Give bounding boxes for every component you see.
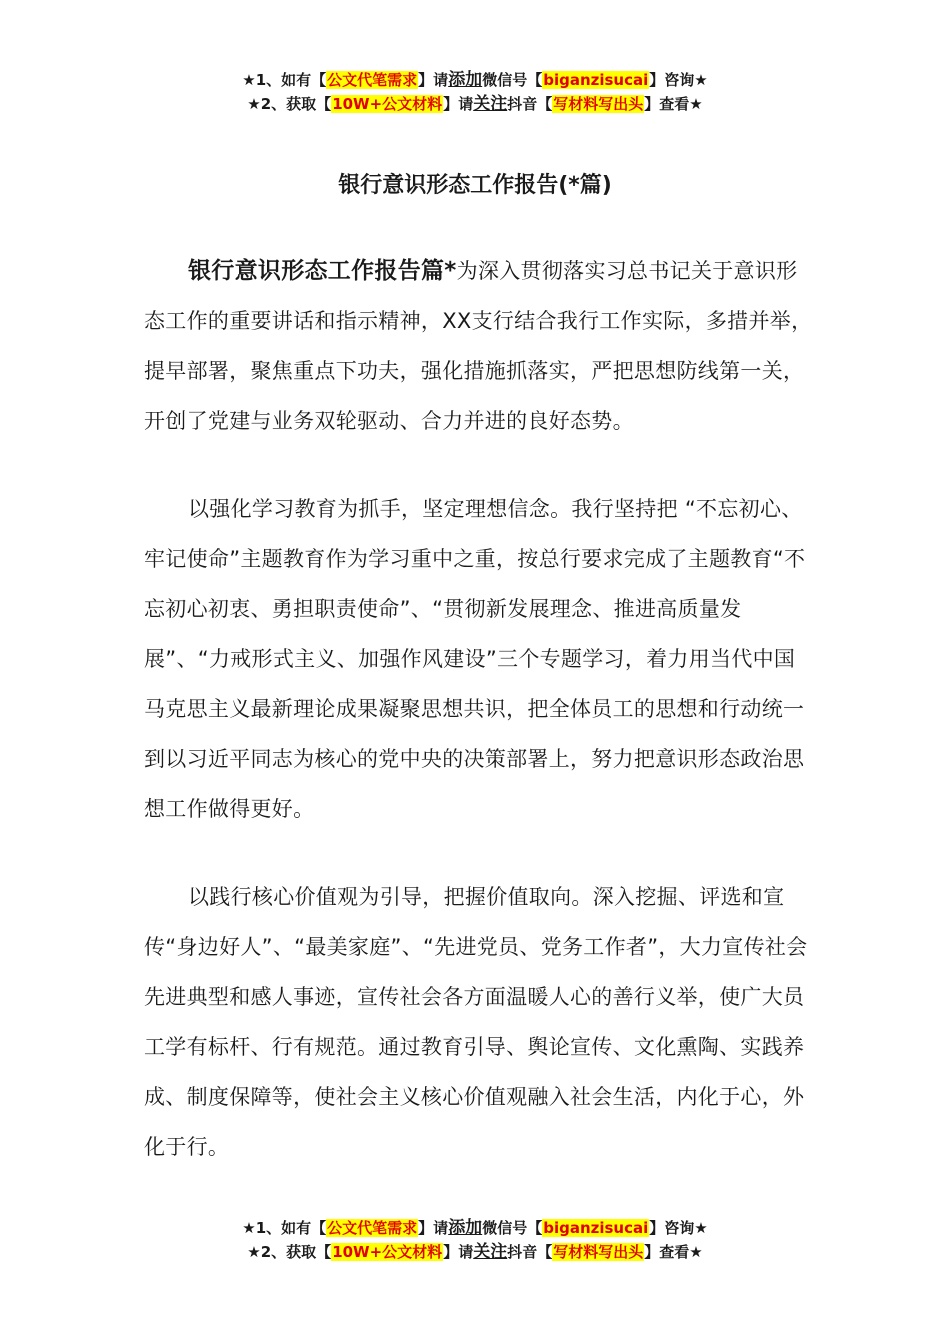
promo-text: ★1、如有【 bbox=[242, 71, 327, 89]
document-body bbox=[144, 246, 814, 1172]
promo-line-2 bbox=[0, 92, 950, 116]
paragraph-2 bbox=[144, 484, 814, 834]
promo-douyin-id: 写材料写出头 bbox=[553, 1243, 644, 1261]
promo-emphasis: 关注 bbox=[473, 94, 508, 114]
promo-wechat-id: biganzisucai bbox=[543, 71, 649, 89]
promo-text: 】查看★ bbox=[644, 1243, 703, 1261]
promo-text: 】请 bbox=[418, 1219, 449, 1237]
promo-highlight: 10W+公文材料 bbox=[332, 1243, 443, 1261]
promo-text: ★2、获取【 bbox=[247, 95, 332, 113]
promo-text: 】查看★ bbox=[644, 95, 703, 113]
paragraph-lead: 银行意识形态工作报告篇* bbox=[188, 258, 457, 284]
promo-text: 】咨询★ bbox=[649, 1219, 708, 1237]
promo-text: 抖音【 bbox=[507, 95, 553, 113]
promo-text: ★1、如有【 bbox=[242, 1219, 327, 1237]
promo-line-1 bbox=[0, 68, 950, 92]
promo-text: 】请 bbox=[443, 95, 474, 113]
promo-emphasis: 添加 bbox=[448, 1218, 483, 1238]
promo-emphasis: 添加 bbox=[448, 70, 483, 90]
promo-highlight: 公文代笔需求 bbox=[327, 71, 418, 89]
promo-text: 】咨询★ bbox=[649, 71, 708, 89]
promo-text: 抖音【 bbox=[507, 1243, 553, 1261]
promo-text: 微信号【 bbox=[482, 1219, 543, 1237]
paragraph-3 bbox=[144, 872, 814, 1172]
promo-text: 】请 bbox=[418, 71, 449, 89]
paragraph-text: 以践行核心价值观为引导，把握价值取向。深入挖掘、评选和宣传“身边好人”、“最美家庭”、“先进党员、党务工作者”，大力宣传社会先进典型和感人事迹，宣传社会各方面温暖人心的善行义举，使广大员工学有标杆、行有规范。通过教育引导、舆论宣传、文化熏陶、实践养成、制度保障等，使社会主义核心价值观融入社会生活，内化于心，外化于行。 bbox=[144, 885, 808, 1159]
document-title: 银行意识形态工作报告(*篇) bbox=[338, 173, 612, 198]
paragraph-text: 以强化学习教育为抓手，坚定理想信念。我行坚持把 “不忘初心、牢记使命”主题教育作为学习重中之重，按总行要求完成了主题教育“不忘初心初衷、勇担职责使命”、“贯彻新发展理念、推进高质量发展”、“力戒形式主义、加强作风建设”三个专题学习，着力用当代中国马克思主义最新理论成果凝聚思想共识，把全体员工的思想和行动统一到以习近平同志为核心的党中央的决策部署上，努力把意识形态政治思想工作做得更好。 bbox=[144, 497, 806, 821]
promo-wechat-id: biganzisucai bbox=[543, 1219, 649, 1237]
promo-line-1 bbox=[0, 1216, 950, 1240]
promo-line-2 bbox=[0, 1240, 950, 1264]
paragraph-text: 为深入贯彻落实习总书记关于意识形态工作的重要讲话和指示精神，XX支行结合我行工作实际，多措并举，提早部署，聚焦重点下功夫，强化措施抓落实，严把思想防线第一关，开创了党建与业务双轮驱动、合力并进的良好态势。 bbox=[144, 259, 813, 433]
bottom-promo-banner bbox=[0, 1216, 950, 1264]
promo-text: 微信号【 bbox=[482, 71, 543, 89]
promo-highlight: 公文代笔需求 bbox=[327, 1219, 418, 1237]
promo-text: 】请 bbox=[443, 1243, 474, 1261]
promo-emphasis: 关注 bbox=[473, 1242, 508, 1262]
top-promo-banner bbox=[0, 68, 950, 116]
promo-douyin-id: 写材料写出头 bbox=[553, 95, 644, 113]
paragraph-1 bbox=[144, 246, 814, 446]
promo-text: ★2、获取【 bbox=[247, 1243, 332, 1261]
promo-highlight: 10W+公文材料 bbox=[332, 95, 443, 113]
